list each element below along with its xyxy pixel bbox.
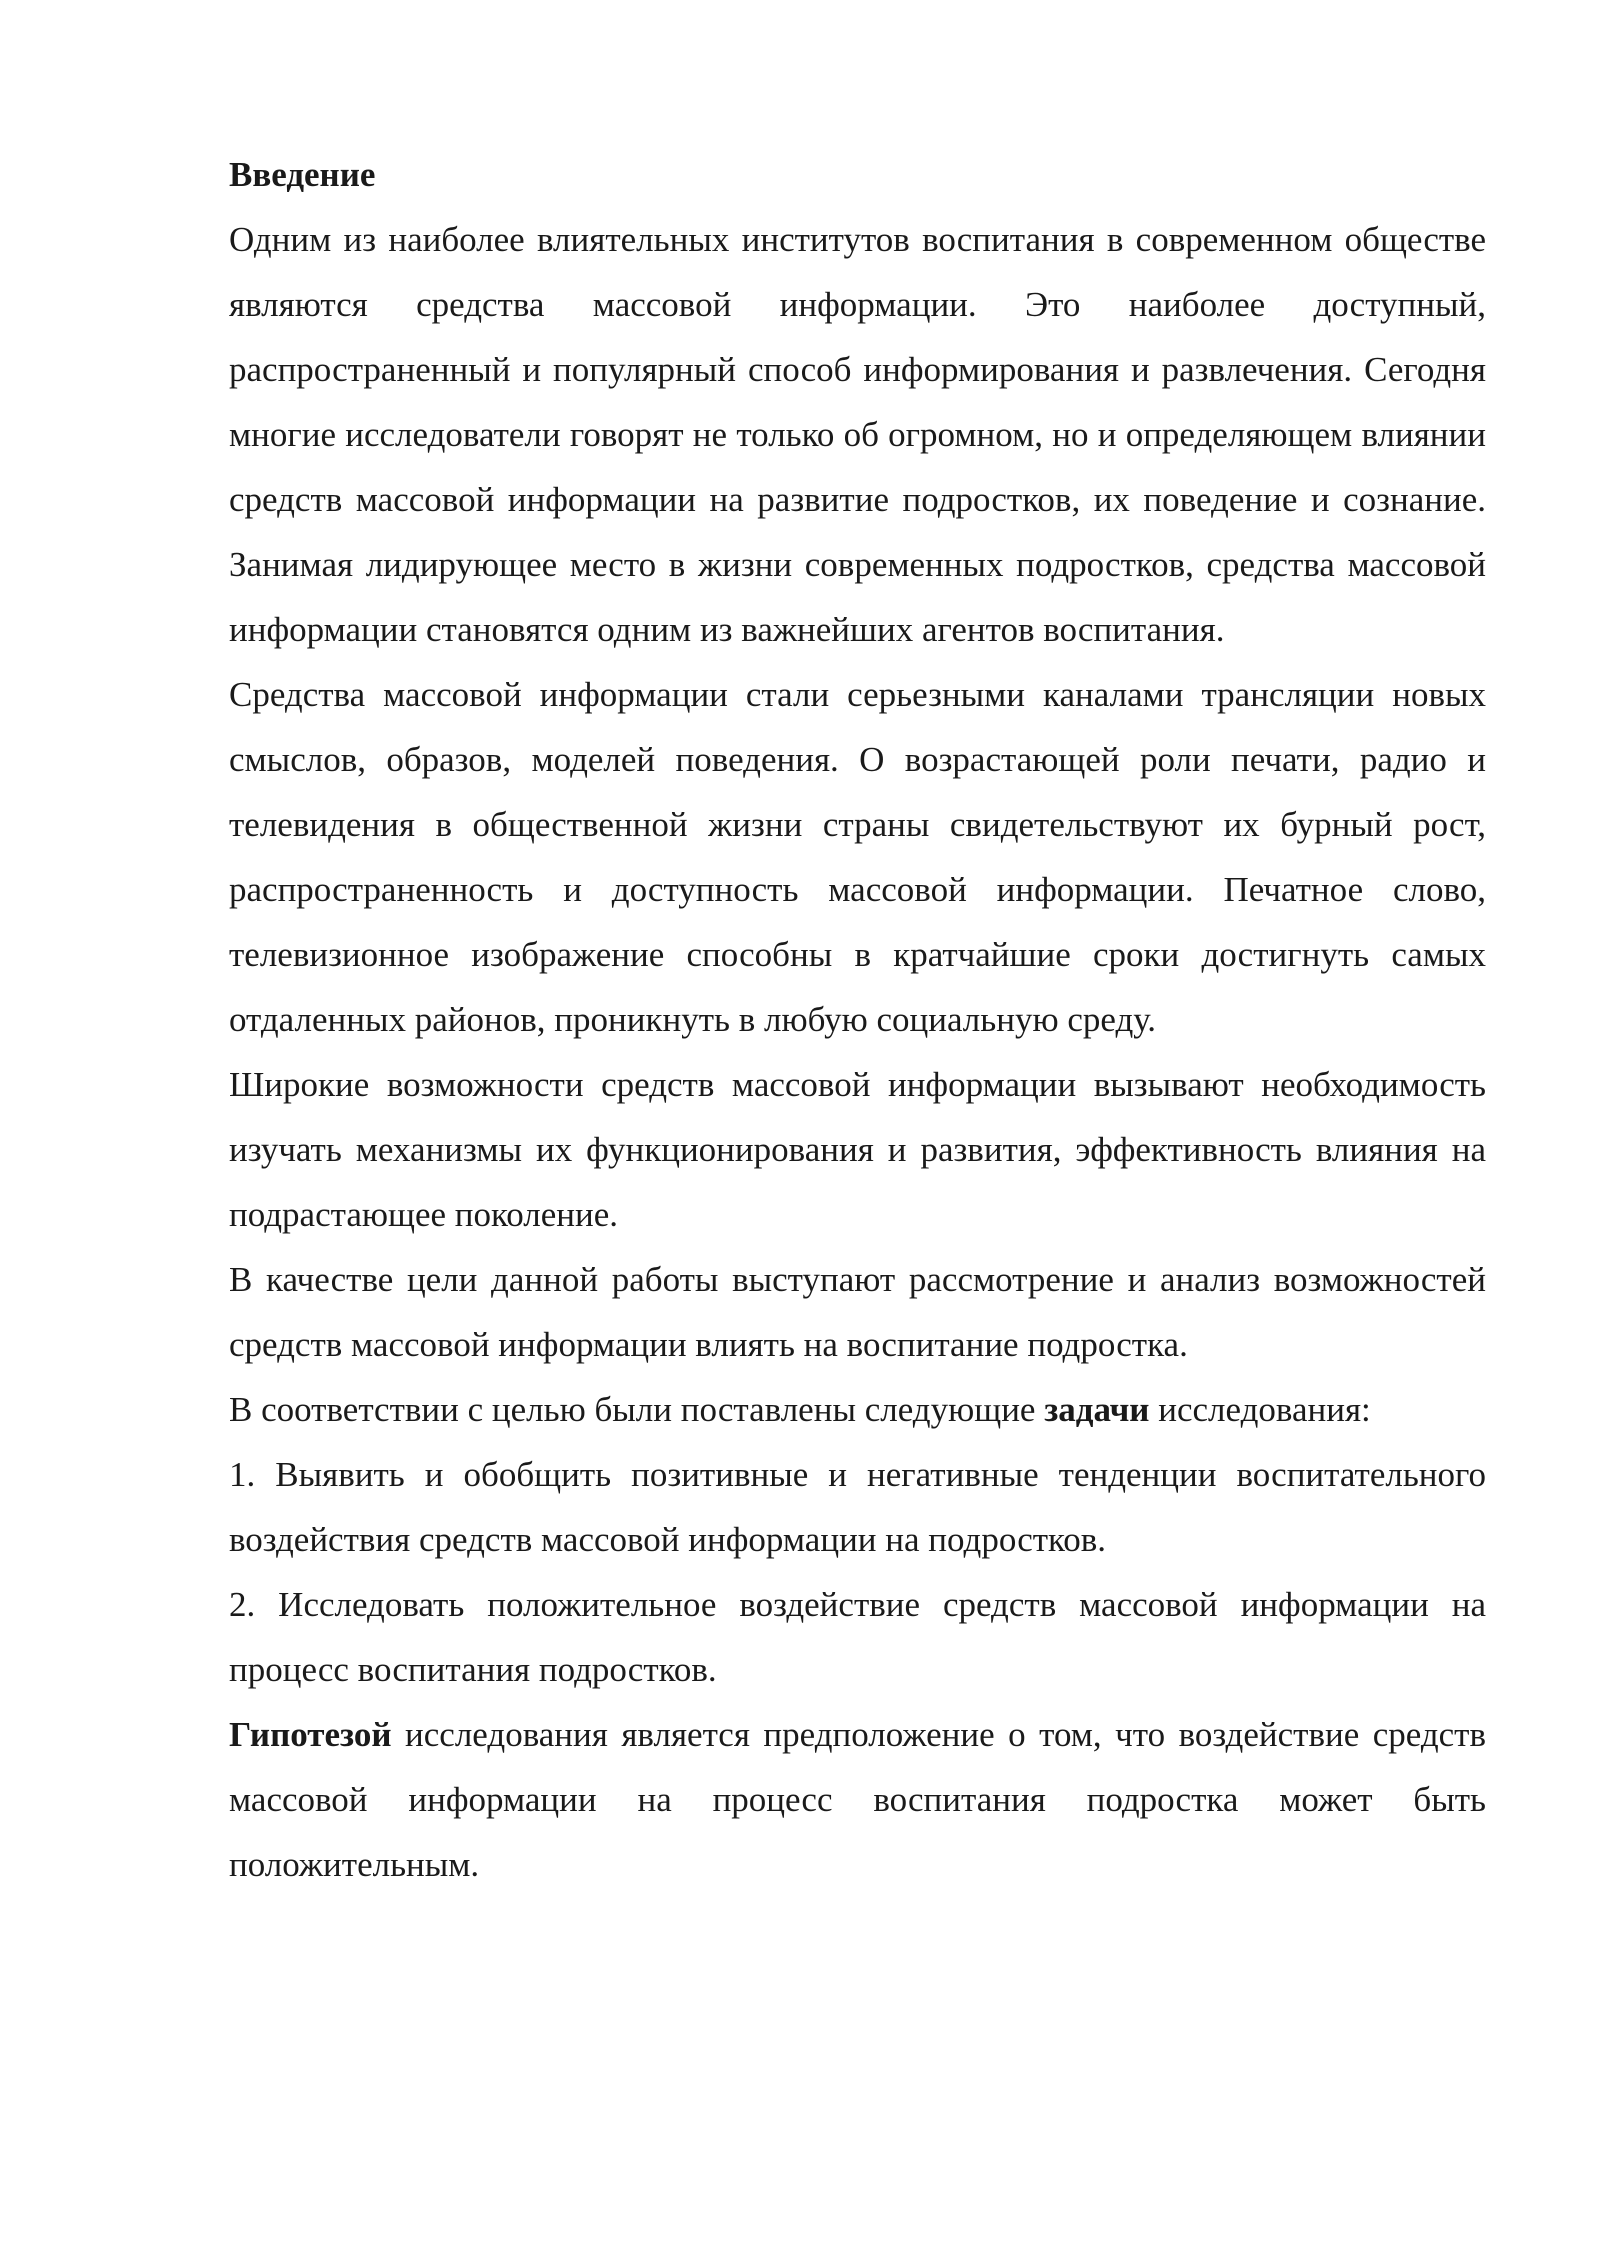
section-heading: Введение bbox=[229, 155, 376, 194]
paragraph-media-channels: Средства массовой информации стали серьезными каналами трансляции новых смыслов, образов, моделей поведения. О возрастающей роли печати, радио и телевидения в общественной жизни страны свидетельствуют их бурный рост, распространенность и доступность массовой информации. Печатное слово, телевизионное изображение способны в кратчайшие сроки достигнуть самых отдаленных районов, проникнуть в любую социальную среду. bbox=[229, 675, 1486, 1039]
paragraph-intro: Одним из наиболее влиятельных институтов воспитания в современном обществе являются средства массовой информации. Это наиболее доступный, распространенный и популярный способ информирования и развлечения. Сегодня многие исследователи говорят не только об огромном, но и определяющем влиянии средств массовой информации на развитие подростков, их поведение и сознание. Занимая лидирующее место в жизни современных подростков, средства массовой информации становятся одним из важнейших агентов воспитания. bbox=[229, 220, 1486, 649]
task-item-1: 1. Выявить и обобщить позитивные и негативные тенденции воспитательного воздействия средств массовой информации на подростков. bbox=[229, 1455, 1486, 1559]
paragraph-goal: В качестве цели данной работы выступают рассмотрение и анализ возможностей средств массовой информации влиять на воспитание подростка. bbox=[229, 1260, 1486, 1364]
paragraph-hypothesis bbox=[229, 1702, 1486, 1897]
paragraph-possibilities: Широкие возможности средств массовой информации вызывают необходимость изучать механизмы их функционирования и развития, эффективность влияния на подрастающее поколение. bbox=[229, 1065, 1486, 1234]
hypothesis-keyword: Гипотезой bbox=[229, 1715, 392, 1754]
tasks-keyword: задачи bbox=[1044, 1390, 1150, 1429]
paragraph-tasks-intro bbox=[229, 1377, 1486, 1442]
document-body bbox=[229, 142, 1486, 1897]
task-item-2: 2. Исследовать положительное воздействие средств массовой информации на процесс воспитания подростков. bbox=[229, 1585, 1486, 1689]
tasks-intro-text: В соответствии с целью были поставлены следующие bbox=[229, 1390, 1045, 1429]
hypothesis-text: исследования является предположение о том, что воздействие средств массовой информации на процесс воспитания подростка может быть положительным. bbox=[229, 1715, 1486, 1884]
tasks-intro-tail: исследования: bbox=[1149, 1390, 1371, 1429]
